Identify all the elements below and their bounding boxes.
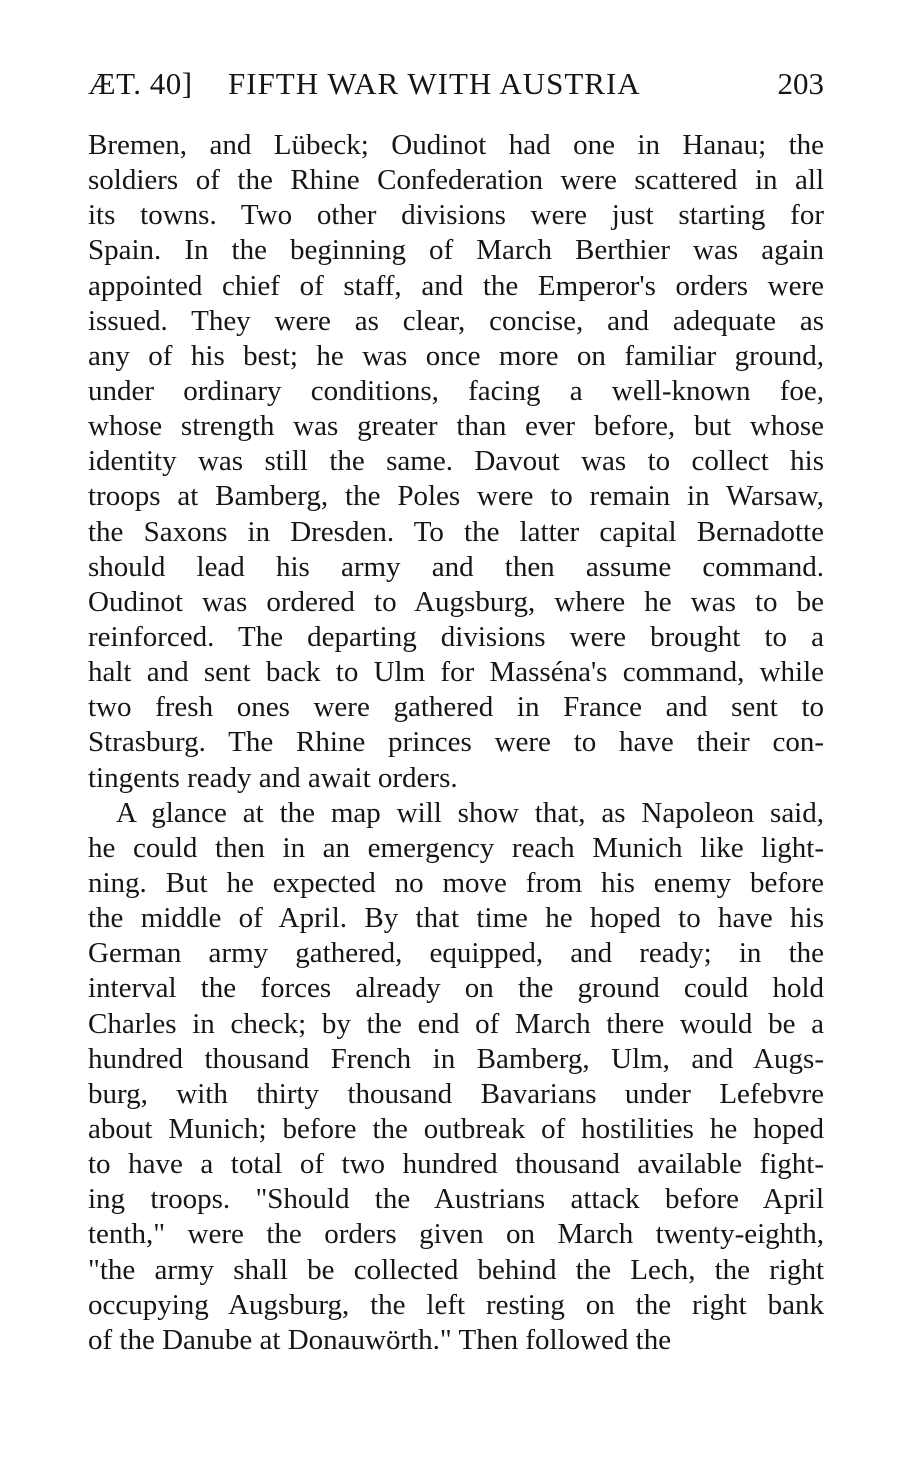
text-line: occupying Augsburg, the left resting on the right bank bbox=[88, 1288, 824, 1321]
text-line: Charles in check; by the end of March there would be a bbox=[88, 1007, 824, 1040]
text-line: A glance at the map will show that, as Napoleon said, bbox=[116, 796, 824, 829]
text-line: Spain. In the beginning of March Berthier was again bbox=[88, 234, 824, 267]
text-line: tingents ready and await orders. bbox=[88, 761, 458, 794]
text-line: under ordinary conditions, facing a well-known foe, bbox=[88, 374, 824, 407]
text-line: burg, with thirty thousand Bavarians under Lefebvre bbox=[88, 1077, 824, 1110]
text-line: should lead his army and then assume command. bbox=[88, 550, 824, 583]
text-line: its towns. Two other divisions were just starting for bbox=[88, 199, 824, 232]
page-number: 203 bbox=[777, 66, 824, 101]
text-line: any of his best; he was once more on familiar ground, bbox=[88, 339, 824, 372]
text-line: he could then in an emergency reach Munich like light- bbox=[88, 831, 824, 864]
running-head bbox=[88, 62, 824, 106]
text-line: "the army shall be collected behind the Lech, the right bbox=[88, 1253, 824, 1286]
body-text bbox=[88, 128, 824, 1358]
text-line: hundred thousand French in Bamberg, Ulm, and Augs- bbox=[88, 1042, 824, 1075]
running-head-title: FIFTH WAR WITH AUSTRIA bbox=[228, 66, 641, 101]
text-line: Bremen, and Lübeck; Oudinot had one in Hanau; the bbox=[88, 129, 824, 161]
text-line: soldiers of the Rhine Confederation were scattered in all bbox=[88, 164, 824, 197]
text-line: the Saxons in Dresden. To the latter capital Bernadotte bbox=[88, 515, 824, 548]
running-head-age: ÆT. 40] bbox=[88, 66, 193, 101]
text-line: troops at Bamberg, the Poles were to remain in Warsaw, bbox=[88, 480, 824, 513]
text-line: interval the forces already on the ground could hold bbox=[88, 972, 824, 1005]
text-line: about Munich; before the outbreak of hostilities he hoped bbox=[88, 1112, 824, 1145]
text-line: whose strength was greater than ever before, but whose bbox=[88, 410, 824, 443]
paragraph bbox=[88, 128, 824, 796]
text-line: Strasburg. The Rhine princes were to have their con- bbox=[88, 726, 824, 759]
text-line: ing troops. "Should the Austrians attack before April bbox=[88, 1183, 824, 1216]
text-line: two fresh ones were gathered in France and sent to bbox=[88, 691, 824, 724]
text-line: tenth," were the orders given on March twenty-eighth, bbox=[88, 1218, 824, 1251]
text-line: ning. But he expected no move from his enemy before bbox=[88, 866, 824, 899]
paragraph bbox=[88, 796, 824, 1358]
text-line: issued. They were as clear, concise, and adequate as bbox=[88, 304, 824, 337]
text-line: reinforced. The departing divisions were brought to a bbox=[88, 620, 824, 653]
text-line: to have a total of two hundred thousand available fight- bbox=[88, 1148, 824, 1181]
text-line: halt and sent back to Ulm for Masséna's command, while bbox=[88, 656, 824, 689]
text-line: identity was still the same. Davout was to collect his bbox=[88, 445, 824, 478]
text-line: Oudinot was ordered to Augsburg, where he was to be bbox=[88, 585, 824, 618]
text-line: appointed chief of staff, and the Emperor's orders were bbox=[88, 269, 824, 302]
text-line: the middle of April. By that time he hoped to have his bbox=[88, 902, 824, 935]
text-line: German army gathered, equipped, and ready; in the bbox=[88, 937, 824, 970]
text-line: of the Danube at Donauwörth." Then followed the bbox=[88, 1323, 672, 1356]
